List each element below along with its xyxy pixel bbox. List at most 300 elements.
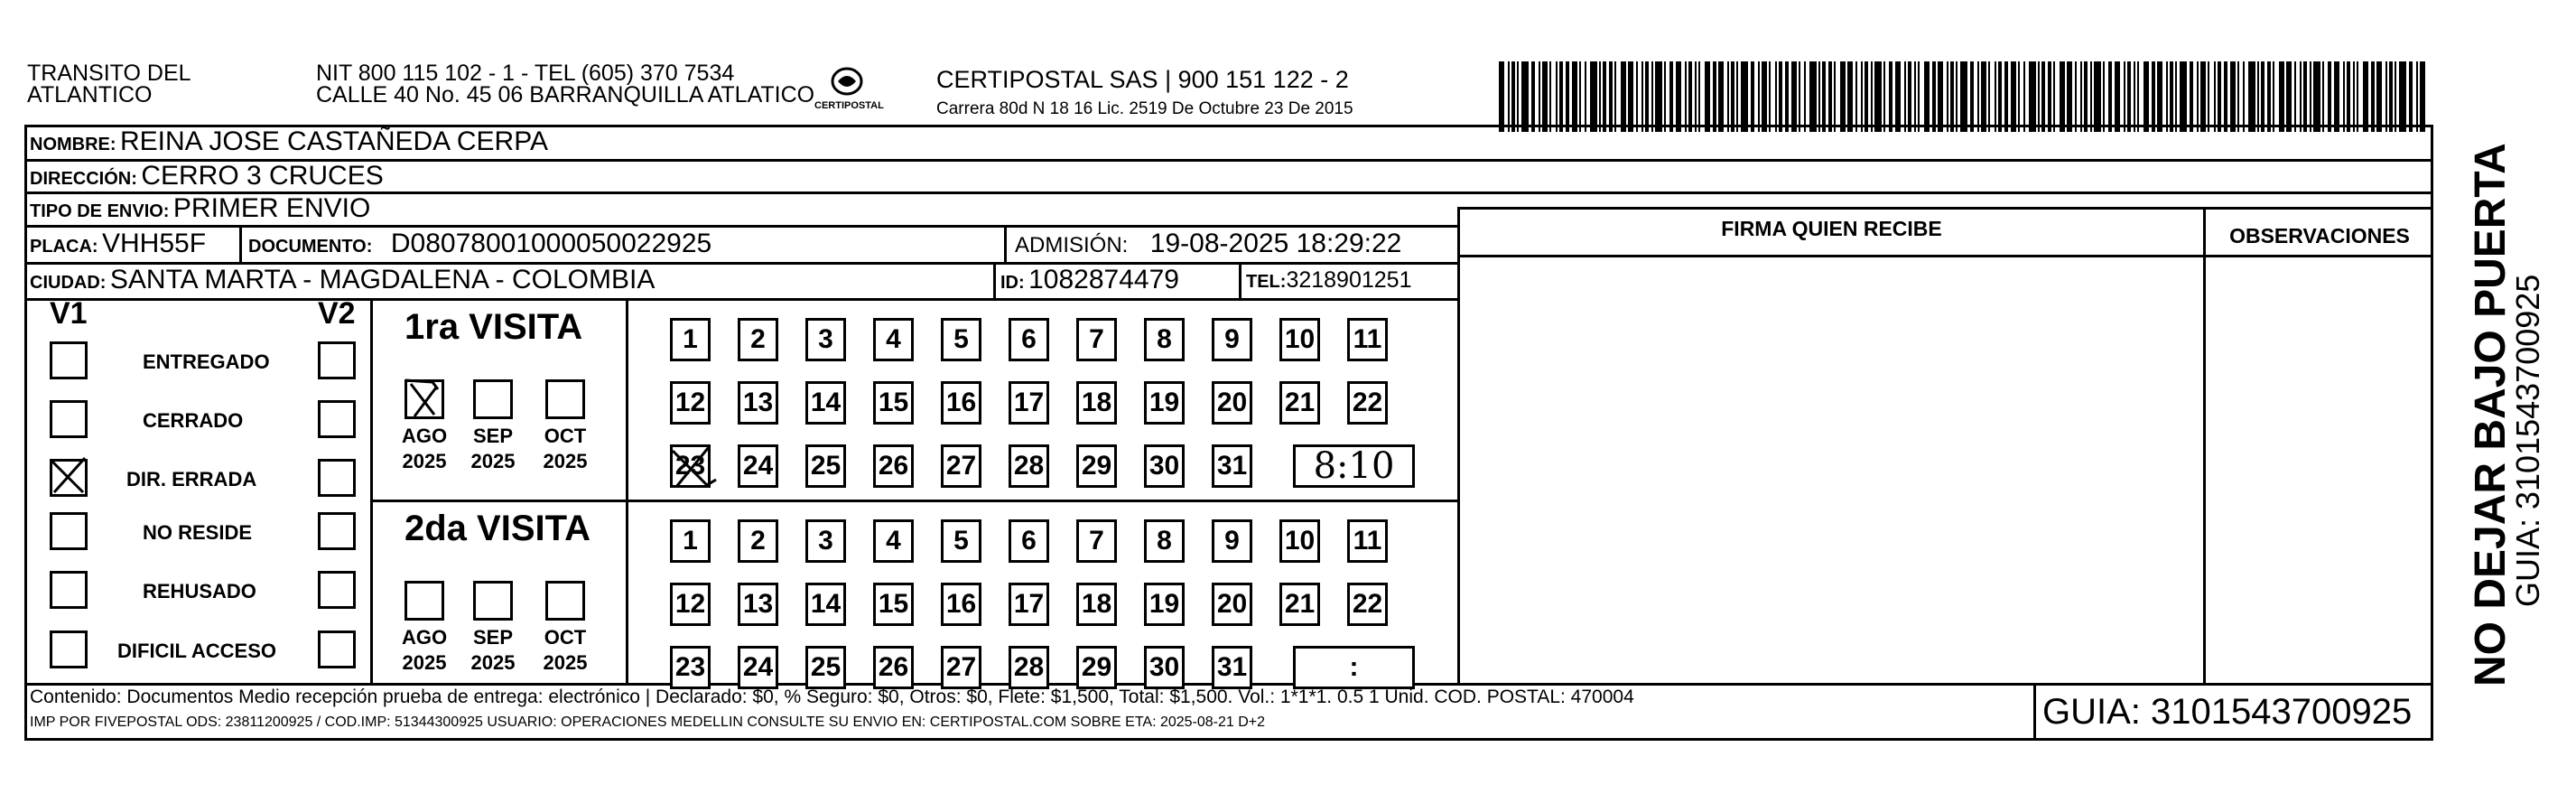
day-checkbox[interactable]: 8 (1144, 318, 1185, 361)
day-checkbox[interactable]: 16 (941, 583, 981, 626)
time-value: : (1349, 652, 1359, 682)
day-checkbox[interactable]: 18 (1076, 381, 1117, 425)
barcode-bar (1741, 61, 1748, 132)
day-checkbox[interactable]: 16 (941, 381, 981, 425)
barcode-bar (1889, 61, 1892, 132)
id-label: ID: (1000, 273, 1025, 293)
barcode-bar (1579, 61, 1581, 132)
barcode-bar (2048, 61, 2051, 132)
barcode-bar (2175, 61, 2177, 132)
day-checkbox[interactable]: 12 (670, 583, 711, 626)
rule (1460, 207, 2433, 210)
barcode-bar (2224, 61, 2227, 132)
barcode-bar (2237, 61, 2239, 132)
barcode-bar (2208, 61, 2209, 132)
barcode-bar (1539, 61, 1540, 132)
rule (1239, 262, 1242, 298)
barcode-bar (2257, 61, 2259, 132)
year-label: 2025 (543, 450, 588, 472)
barcode-bar (1932, 61, 1936, 132)
barcode-bar (1977, 61, 1979, 132)
month-label: OCT (544, 626, 587, 649)
tel-label: TEL: (1246, 272, 1287, 292)
month-label: OCT (544, 425, 587, 447)
tel-cell (1246, 262, 1411, 302)
v1-label: V1 (50, 296, 88, 331)
barcode-bar (1828, 61, 1832, 132)
certipostal-logo (814, 63, 884, 117)
barcode-bar (2313, 61, 2320, 132)
barcode-bar (2180, 61, 2187, 132)
day-checkbox[interactable]: 17 (1009, 381, 1049, 425)
barcode-bar (1651, 61, 1653, 132)
barcode-bar (1895, 61, 1901, 132)
v2-checkbox[interactable] (318, 341, 356, 379)
documento-value: D08078001000050022925 (390, 229, 712, 258)
day-checkbox[interactable]: 3 (805, 318, 846, 361)
day-checkbox[interactable]: 27 (941, 444, 981, 488)
barcode-bar (2353, 61, 2355, 132)
barcode-bar (2075, 61, 2077, 132)
tipo-envio-value: PRIMER ENVIO (172, 193, 371, 223)
barcode-bar (1609, 61, 1613, 132)
day-checkbox[interactable]: 2 (738, 318, 778, 361)
barcode-bar (2286, 61, 2292, 132)
tipo-envio-label: TIPO DE ENVIO: (30, 201, 170, 221)
barcode-bar (1636, 61, 1638, 132)
observaciones-label: OBSERVACIONES (2229, 224, 2410, 248)
day-checkbox[interactable]: 19 (1144, 583, 1185, 626)
barcode-bar (2267, 61, 2271, 132)
day-checkbox[interactable]: 14 (805, 381, 846, 425)
barcode-bar (2124, 61, 2125, 132)
day-checkbox[interactable]: 26 (873, 444, 914, 488)
v2-checkbox[interactable] (318, 512, 356, 550)
barcode-bar (1998, 61, 2002, 132)
v2-checkbox[interactable] (318, 571, 356, 609)
year-label: 2025 (402, 450, 447, 472)
rule (24, 191, 2433, 194)
day-checkbox[interactable]: 25 (805, 646, 846, 689)
barcode-bar (1499, 61, 1504, 132)
status-label: REHUSADO (143, 580, 256, 603)
barcode-bar (1559, 61, 1563, 132)
barcode-bar (1556, 61, 1558, 132)
barcode-bar (2334, 61, 2339, 132)
day-checkbox[interactable] (670, 444, 711, 488)
v1-checkbox[interactable] (50, 571, 88, 609)
day-checkbox[interactable]: 13 (738, 583, 778, 626)
time-field[interactable] (1293, 646, 1415, 689)
day-number: 23 (674, 451, 706, 481)
day-checkbox[interactable]: 1 (670, 318, 711, 361)
barcode-bar (1769, 61, 1771, 132)
barcode-bar (1599, 61, 1601, 132)
barcode-bar (1521, 61, 1529, 132)
barcode-bar (1585, 61, 1586, 132)
barcode-bar (2416, 61, 2418, 132)
barcode-bar (2230, 61, 2236, 132)
barcode-bar (2152, 61, 2155, 132)
barcode-bar (1804, 61, 1806, 132)
barcode-bar (1590, 61, 1597, 132)
barcode-bar (1818, 61, 1820, 132)
barcode-bar (2357, 61, 2358, 132)
barcode-bar (1655, 61, 1662, 132)
day-checkbox[interactable]: 5 (941, 318, 981, 361)
placa-label: PLACA: (30, 237, 98, 257)
tel-value: 3218901251 (1286, 267, 1412, 293)
barcode-bar (2420, 61, 2425, 132)
barcode-bar (1603, 61, 1606, 132)
side-guia: GUIA: 3101543700925 (2509, 274, 2546, 607)
barcode-bar (1731, 61, 1734, 132)
barcode-bar (1669, 61, 1673, 132)
barcode-bar (1918, 61, 1920, 132)
barcode-bar (1621, 61, 1626, 132)
barcode-bar (2090, 61, 2092, 132)
carrier-name: CERTIPOSTAL SAS | 900 151 122 - 2 (936, 66, 1349, 93)
nombre-label: NOMBRE: (30, 135, 116, 154)
day-checkbox[interactable]: 30 (1144, 444, 1185, 488)
day-checkbox[interactable]: 29 (1076, 444, 1117, 488)
barcode-bar (1572, 61, 1577, 132)
barcode-bar (2300, 61, 2302, 132)
rule (370, 500, 1460, 502)
barcode-bar (2053, 61, 2055, 132)
barcode-bar (2322, 61, 2324, 132)
v2-checkbox[interactable] (318, 631, 356, 668)
barcode-bar (2094, 61, 2101, 132)
signature-area[interactable] (1460, 257, 2203, 682)
placa-value: VHH55F (102, 229, 207, 258)
barcode-bar (1698, 61, 1700, 132)
visit-title: 2da VISITA (405, 509, 591, 548)
day-checkbox[interactable]: 27 (941, 646, 981, 689)
rule (2033, 683, 2036, 741)
barcode-bar (1664, 61, 1666, 132)
v1-checkbox[interactable] (50, 459, 88, 497)
time-value: 8:10 (1313, 445, 1395, 487)
barcode-bar (1511, 61, 1515, 132)
footer-guia: GUIA: 3101543700925 (2042, 692, 2413, 732)
day-checkbox[interactable]: 21 (1279, 583, 1320, 626)
barcode-bar (1871, 61, 1873, 132)
barcode-bar (2011, 61, 2016, 132)
barcode-bar (2303, 61, 2307, 132)
barcode-bar (1549, 61, 1551, 132)
barcode-bar (2080, 61, 2082, 132)
v2-label: V2 (318, 296, 356, 331)
day-checkbox[interactable]: 26 (873, 646, 914, 689)
carrier-address: Carrera 80d N 18 16 Lic. 2519 De Octubre 23 De 2015 (936, 99, 1353, 118)
barcode-bar (1799, 61, 1800, 132)
v1-checkbox[interactable] (50, 631, 88, 668)
day-checkbox[interactable]: 24 (738, 646, 778, 689)
barcode-bar (2389, 61, 2393, 132)
barcode (1499, 61, 2429, 132)
month-checkbox[interactable] (473, 379, 513, 419)
barcode-bar (2328, 61, 2331, 132)
side-warning: NO DEJAR BAJO PUERTA (2467, 143, 2515, 687)
rule (993, 262, 996, 298)
day-checkbox[interactable]: 13 (738, 381, 778, 425)
month-checkbox[interactable] (545, 379, 585, 419)
year-label: 2025 (402, 651, 447, 674)
barcode-bar (1641, 61, 1643, 132)
barcode-bar (2243, 61, 2245, 132)
day-checkbox[interactable]: 7 (1076, 318, 1117, 361)
barcode-bar (1762, 61, 1767, 132)
status-label: NO RESIDE (143, 521, 253, 544)
barcode-bar (1883, 61, 1885, 132)
day-checkbox[interactable]: 20 (1212, 583, 1252, 626)
admision-cell (1015, 226, 1401, 266)
barcode-bar (2363, 61, 2368, 132)
visit-title: 1ra VISITA (405, 307, 583, 347)
barcode-bar (2038, 61, 2040, 132)
barcode-bar (1960, 61, 1967, 132)
barcode-bar (2395, 61, 2396, 132)
day-checkbox[interactable]: 4 (873, 519, 914, 563)
year-label: 2025 (470, 651, 516, 674)
day-checkbox[interactable]: 15 (873, 583, 914, 626)
placa-cell (30, 226, 206, 266)
barcode-bar (2060, 61, 2065, 132)
barcode-bar (1542, 61, 1548, 132)
barcode-bar (2108, 61, 2112, 132)
year-label: 2025 (543, 651, 588, 674)
barcode-bar (1705, 61, 1710, 132)
day-checkbox[interactable]: 28 (1009, 444, 1049, 488)
barcode-bar (2134, 61, 2135, 132)
barcode-bar (1914, 61, 1916, 132)
barcode-bar (2018, 61, 2020, 132)
day-checkbox[interactable]: 2 (738, 519, 778, 563)
barcode-bar (1645, 61, 1649, 132)
v1-checkbox[interactable] (50, 341, 88, 379)
day-checkbox[interactable]: 28 (1009, 646, 1049, 689)
barcode-bar (2004, 61, 2008, 132)
ciudad-value: SANTA MARTA - MAGDALENA - COLOMBIA (109, 265, 656, 294)
status-label: CERRADO (143, 409, 244, 432)
barcode-bar (2127, 61, 2131, 132)
barcode-bar (1809, 61, 1817, 132)
day-checkbox[interactable]: 15 (873, 381, 914, 425)
day-checkbox[interactable]: 19 (1144, 381, 1185, 425)
status-label: DIFICIL ACCESO (117, 640, 277, 662)
status-label: DIR. ERRADA (126, 468, 257, 490)
barcode-bar (2218, 61, 2221, 132)
footer-contenido: Contenido: Documentos Medio recepción prueba de entrega: electrónico | Declarado: $0, % Seguro: $0, Otros: $0, Flete: $1,500, Total: $1,500. Vol.: 1*1*1. 0.5 1 Unid. COD. POSTAL: 470004 (30, 687, 1634, 707)
v2-checkbox[interactable] (318, 459, 356, 497)
barcode-bar (1676, 61, 1681, 132)
barcode-bar (2200, 61, 2206, 132)
barcode-bar (1956, 61, 1958, 132)
barcode-bar (2279, 61, 2284, 132)
barcode-bar (2399, 61, 2406, 132)
day-checkbox[interactable]: 25 (805, 444, 846, 488)
barcode-bar (2067, 61, 2072, 132)
day-checkbox[interactable]: 10 (1279, 318, 1320, 361)
barcode-bar (2166, 61, 2168, 132)
barcode-bar (2214, 61, 2216, 132)
barcode-bar (1861, 61, 1863, 132)
entity-address: CALLE 40 No. 45 06 BARRANQUILLA ATLATICO (316, 82, 815, 107)
barcode-bar (2157, 61, 2162, 132)
barcode-bar (2248, 61, 2255, 132)
month-checkbox[interactable] (405, 581, 444, 621)
status-label: ENTREGADO (143, 350, 270, 373)
month-label: SEP (472, 425, 514, 447)
day-checkbox[interactable]: 7 (1076, 519, 1117, 563)
barcode-bar (2310, 61, 2311, 132)
rule (239, 225, 242, 262)
documento-label: DOCUMENTO: (248, 237, 373, 257)
barcode-bar (1785, 61, 1789, 132)
v1-checkbox[interactable] (50, 512, 88, 550)
day-checkbox[interactable]: 30 (1144, 646, 1185, 689)
barcode-bar (2103, 61, 2105, 132)
barcode-bar (1855, 61, 1857, 132)
barcode-bar (1688, 61, 1692, 132)
barcode-bar (1628, 61, 1633, 132)
barcode-bar (2273, 61, 2274, 132)
ciudad-label: CIUDAD: (30, 273, 107, 293)
nit-phone: NIT 800 115 102 - 1 - TEL (605) 370 7534 (316, 61, 735, 86)
barcode-bar (1947, 61, 1948, 132)
barcode-bar (1508, 61, 1510, 132)
barcode-bar (1695, 61, 1697, 132)
barcode-bar (1566, 61, 1569, 132)
day-checkbox[interactable]: 9 (1212, 519, 1252, 563)
barcode-bar (2376, 61, 2382, 132)
v2-checkbox[interactable] (318, 400, 356, 438)
month-checkbox[interactable] (545, 581, 585, 621)
barcode-bar (2170, 61, 2173, 132)
barcode-bar (1517, 61, 1519, 132)
direccion-label: DIRECCIÓN: (30, 169, 137, 189)
entity-name-line1: TRANSITO DEL (27, 61, 191, 86)
day-checkbox[interactable]: 11 (1347, 318, 1388, 361)
barcode-bar (1775, 61, 1777, 132)
day-checkbox[interactable]: 29 (1076, 646, 1117, 689)
day-checkbox[interactable]: 18 (1076, 583, 1117, 626)
barcode-bar (1685, 61, 1687, 132)
logo-text: CERTIPOSTAL (814, 100, 884, 111)
rule (1004, 225, 1007, 262)
day-checkbox[interactable]: 3 (805, 519, 846, 563)
day-checkbox[interactable]: 17 (1009, 583, 1049, 626)
day-checkbox[interactable]: 22 (1347, 381, 1388, 425)
barcode-bar (2137, 61, 2139, 132)
barcode-bar (1736, 61, 1738, 132)
entity-name-line2: ATLANTICO (27, 82, 153, 107)
barcode-bar (1995, 61, 1996, 132)
year-label: 2025 (470, 450, 516, 472)
day-checkbox[interactable]: 31 (1212, 646, 1252, 689)
month-checkbox[interactable] (405, 379, 444, 419)
day-checkbox[interactable]: 8 (1144, 519, 1185, 563)
tipo-envio-row (30, 191, 370, 230)
day-checkbox[interactable]: 6 (1009, 318, 1049, 361)
day-checkbox[interactable]: 10 (1279, 519, 1320, 563)
v1-checkbox[interactable] (50, 400, 88, 438)
barcode-bar (1718, 61, 1724, 132)
time-field[interactable] (1293, 444, 1415, 488)
barcode-bar (1981, 61, 1986, 132)
day-checkbox[interactable]: 12 (670, 381, 711, 425)
admision-label: ADMISIÓN: (1015, 233, 1129, 257)
barcode-bar (2084, 61, 2088, 132)
nombre-value: REINA JOSE CASTAÑEDA CERPA (120, 126, 549, 156)
barcode-bar (1988, 61, 1990, 132)
barcode-bar (1970, 61, 1974, 132)
id-value: 1082874479 (1028, 265, 1179, 294)
day-checkbox[interactable]: 4 (873, 318, 914, 361)
month-label: AGO (401, 626, 448, 649)
barcode-bar (2041, 61, 2045, 132)
barcode-bar (1865, 61, 1868, 132)
barcode-bar (1791, 61, 1797, 132)
day-checkbox[interactable]: 21 (1279, 381, 1320, 425)
day-checkbox[interactable]: 11 (1347, 519, 1388, 563)
barcode-bar (2294, 61, 2296, 132)
barcode-bar (2343, 61, 2345, 132)
day-checkbox[interactable]: 24 (738, 444, 778, 488)
day-checkbox[interactable]: 20 (1212, 381, 1252, 425)
id-cell (1000, 262, 1179, 303)
firma-label: FIRMA QUIEN RECIBE (1721, 217, 1942, 240)
barcode-bar (2371, 61, 2375, 132)
barcode-bar (2385, 61, 2387, 132)
footer-imp: IMP POR FIVEPOSTAL ODS: 23811200925 / COD.IMP: 51344300925 USUARIO: OPERACIONES MEDELLIN CONSULTE SU ENVIO EN: CERTIPOSTAL.COM SOBRE ETA: 2025-08-21 D+2 (30, 715, 1266, 730)
observaciones-area[interactable] (2206, 257, 2433, 682)
barcode-bar (2029, 61, 2036, 132)
documento-cell (248, 226, 711, 266)
day-checkbox[interactable]: 6 (1009, 519, 1049, 563)
barcode-bar (1950, 61, 1954, 132)
barcode-bar (2409, 61, 2413, 132)
barcode-bar (2190, 61, 2193, 132)
barcode-bar (2115, 61, 2120, 132)
barcode-bar (1713, 61, 1716, 132)
barcode-bar (1908, 61, 1911, 132)
barcode-bar (1614, 61, 1616, 132)
barcode-bar (1822, 61, 1826, 132)
barcode-bar (1874, 61, 1882, 132)
month-checkbox[interactable] (473, 581, 513, 621)
day-checkbox[interactable]: 9 (1212, 318, 1252, 361)
rule (370, 298, 373, 683)
nombre-row (30, 125, 548, 163)
day-checkbox[interactable]: 5 (941, 519, 981, 563)
barcode-bar (2347, 61, 2350, 132)
barcode-bar (1834, 61, 1836, 132)
day-checkbox[interactable]: 31 (1212, 444, 1252, 488)
barcode-bar (1751, 61, 1754, 132)
day-checkbox[interactable]: 23 (670, 646, 711, 689)
barcode-bar (1847, 61, 1853, 132)
day-checkbox[interactable]: 22 (1347, 583, 1388, 626)
barcode-bar (2197, 61, 2199, 132)
month-label: SEP (472, 626, 514, 649)
day-checkbox[interactable]: 1 (670, 519, 711, 563)
barcode-bar (1758, 61, 1760, 132)
day-checkbox[interactable]: 14 (805, 583, 846, 626)
barcode-bar (1531, 61, 1535, 132)
barcode-bar (2144, 61, 2149, 132)
